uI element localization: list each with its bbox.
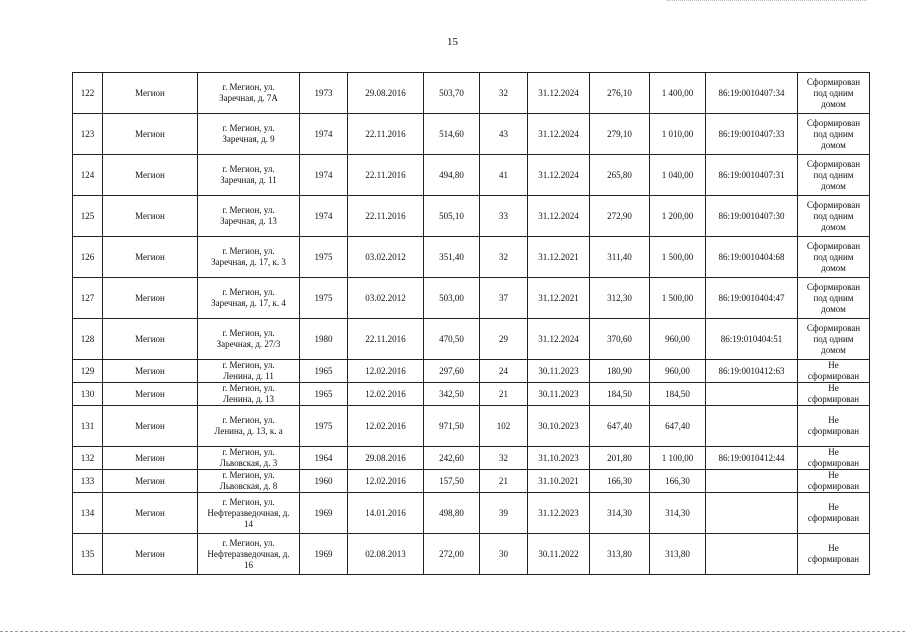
cell-cadastral-number: 86:19:0010404:68 xyxy=(706,237,798,278)
table-row xyxy=(73,360,870,383)
cell-address xyxy=(198,114,300,155)
status-line: домом xyxy=(821,303,846,314)
address-line: г. Мегион, ул. xyxy=(222,328,275,338)
cell-cadastral-number: 86:19:0010407:31 xyxy=(706,155,798,196)
cell-land-status xyxy=(798,114,870,155)
cell-number: 133 xyxy=(73,470,103,493)
status-line: Не xyxy=(828,447,839,457)
table-row xyxy=(73,383,870,406)
cell-area: 503,00 xyxy=(424,278,480,319)
cell-land-status xyxy=(798,493,870,534)
cell-residents: 37 xyxy=(480,278,528,319)
cell-number: 127 xyxy=(73,278,103,319)
cell-address xyxy=(198,534,300,575)
cell-build-year: 1969 xyxy=(300,534,348,575)
cell-residents: 39 xyxy=(480,493,528,534)
cell-value-1: 279,10 xyxy=(590,114,650,155)
address-line: г. Мегион, ул. xyxy=(222,496,275,507)
cell-address xyxy=(198,196,300,237)
cell-value-1: 272,90 xyxy=(590,196,650,237)
status-line: под одним xyxy=(813,210,854,221)
cell-deadline: 31.10.2023 xyxy=(528,447,590,470)
cell-municipality: Мегион xyxy=(103,406,198,447)
cell-number: 122 xyxy=(73,73,103,114)
cell-deadline: 31.12.2024 xyxy=(528,196,590,237)
cell-address xyxy=(198,155,300,196)
address-line: Заречная, д. 13 xyxy=(220,216,277,226)
cell-value-2: 960,00 xyxy=(650,319,706,360)
cell-deadline: 30.10.2023 xyxy=(528,406,590,447)
cell-municipality: Мегион xyxy=(103,73,198,114)
address-line: г. Мегион, ул. xyxy=(222,123,275,133)
cell-area: 505,10 xyxy=(424,196,480,237)
cell-recognition-date: 03.02.2012 xyxy=(348,278,424,319)
table-row xyxy=(73,493,870,534)
cell-build-year: 1980 xyxy=(300,319,348,360)
address-line: г. Мегион, ул. xyxy=(222,470,275,480)
cell-value-2: 314,30 xyxy=(650,493,706,534)
status-line: под одним xyxy=(813,292,854,303)
status-line: Сформирован xyxy=(806,281,861,292)
status-line: домом xyxy=(821,180,846,191)
status-line: Сформирован xyxy=(806,322,861,333)
cell-recognition-date: 12.02.2016 xyxy=(348,383,424,406)
cell-land-status xyxy=(798,360,870,383)
address-line: г. Мегион, ул. xyxy=(222,360,275,370)
address-line: Заречная, д. 11 xyxy=(220,175,277,185)
cell-build-year: 1969 xyxy=(300,493,348,534)
cell-municipality: Мегион xyxy=(103,360,198,383)
cell-number: 129 xyxy=(73,360,103,383)
cell-deadline: 31.10.2021 xyxy=(528,470,590,493)
status-line: под одним xyxy=(813,169,854,180)
status-line: сформирован xyxy=(807,513,860,523)
cell-area: 971,50 xyxy=(424,406,480,447)
cell-value-2: 1 500,00 xyxy=(650,237,706,278)
cell-residents: 32 xyxy=(480,73,528,114)
cell-recognition-date: 12.02.2016 xyxy=(348,470,424,493)
address-line: Нефтеразведочная, д. xyxy=(207,548,290,559)
address-line: Львовская, д. 8 xyxy=(219,481,278,491)
cell-build-year: 1973 xyxy=(300,73,348,114)
cell-cadastral-number xyxy=(706,534,798,575)
address-line: Нефтеразведочная, д. xyxy=(207,507,290,518)
address-line: г. Мегион, ул. xyxy=(222,537,275,548)
cell-value-2: 166,30 xyxy=(650,470,706,493)
status-line: Не xyxy=(828,360,839,370)
status-line: Сформирован xyxy=(806,240,861,251)
cell-number: 135 xyxy=(73,534,103,575)
address-line: Заречная, д. 9 xyxy=(222,134,275,144)
cell-municipality: Мегион xyxy=(103,493,198,534)
cell-value-2: 1 100,00 xyxy=(650,447,706,470)
cell-municipality: Мегион xyxy=(103,155,198,196)
cell-area: 514,60 xyxy=(424,114,480,155)
cell-value-2: 1 500,00 xyxy=(650,278,706,319)
status-line: сформирован xyxy=(807,458,860,468)
cell-cadastral-number: 86:19:0010407:33 xyxy=(706,114,798,155)
cell-residents: 32 xyxy=(480,237,528,278)
cell-residents: 21 xyxy=(480,383,528,406)
scan-artifact-bottom xyxy=(0,631,905,634)
table-row xyxy=(73,114,870,155)
housing-registry-table xyxy=(72,72,870,575)
cell-address xyxy=(198,383,300,406)
cell-value-1: 201,80 xyxy=(590,447,650,470)
status-line: Сформирован xyxy=(806,117,861,128)
cell-address xyxy=(198,237,300,278)
cell-address xyxy=(198,493,300,534)
address-line: г. Мегион, ул. xyxy=(222,205,275,215)
cell-deadline: 31.12.2021 xyxy=(528,278,590,319)
status-line: сформирован xyxy=(807,481,860,491)
cell-land-status xyxy=(798,73,870,114)
cell-address xyxy=(198,278,300,319)
cell-value-1: 312,30 xyxy=(590,278,650,319)
cell-build-year: 1974 xyxy=(300,114,348,155)
cell-municipality: Мегион xyxy=(103,534,198,575)
address-line: Ленина, д. 13 xyxy=(222,394,275,404)
cell-residents: 30 xyxy=(480,534,528,575)
cell-land-status xyxy=(798,155,870,196)
cell-number: 131 xyxy=(73,406,103,447)
cell-land-status xyxy=(798,319,870,360)
cell-deadline: 31.12.2024 xyxy=(528,73,590,114)
cell-address xyxy=(198,470,300,493)
cell-value-1: 180,90 xyxy=(590,360,650,383)
status-line: сформирован xyxy=(807,371,860,381)
address-line: 14 xyxy=(244,518,253,529)
status-line: Сформирован xyxy=(806,76,861,87)
cell-residents: 43 xyxy=(480,114,528,155)
cell-municipality: Мегион xyxy=(103,278,198,319)
address-line: 16 xyxy=(244,559,253,570)
cell-cadastral-number xyxy=(706,383,798,406)
cell-value-1: 370,60 xyxy=(590,319,650,360)
address-line: г. Мегион, ул. xyxy=(222,447,275,457)
cell-deadline: 30.11.2022 xyxy=(528,534,590,575)
scan-artifact-top xyxy=(667,0,867,4)
table-row xyxy=(73,447,870,470)
cell-municipality: Мегион xyxy=(103,237,198,278)
cell-recognition-date: 29.08.2016 xyxy=(348,73,424,114)
cell-build-year: 1975 xyxy=(300,406,348,447)
cell-value-2: 1 040,00 xyxy=(650,155,706,196)
status-line: домом xyxy=(821,98,846,109)
table-row xyxy=(73,534,870,575)
cell-cadastral-number: 86:19:0010412:44 xyxy=(706,447,798,470)
address-line: Ленина, д. 11 xyxy=(223,371,274,381)
table-row xyxy=(73,406,870,447)
table-row xyxy=(73,278,870,319)
address-line: г. Мегион, ул. xyxy=(222,246,275,256)
cell-recognition-date: 12.02.2016 xyxy=(348,406,424,447)
cell-cadastral-number xyxy=(706,470,798,493)
cell-land-status xyxy=(798,278,870,319)
cell-cadastral-number xyxy=(706,493,798,534)
cell-value-1: 166,30 xyxy=(590,470,650,493)
address-line: г. Мегион, ул. xyxy=(222,164,275,174)
status-line: домом xyxy=(821,139,846,150)
cell-residents: 33 xyxy=(480,196,528,237)
cell-cadastral-number: 86:19:0010412:63 xyxy=(706,360,798,383)
status-line: Сформирован xyxy=(806,199,861,210)
cell-number: 130 xyxy=(73,383,103,406)
status-line: под одним xyxy=(813,251,854,262)
table-row xyxy=(73,155,870,196)
cell-value-1: 276,10 xyxy=(590,73,650,114)
cell-cadastral-number: 86:19:0010407:30 xyxy=(706,196,798,237)
cell-deadline: 31.12.2024 xyxy=(528,319,590,360)
cell-municipality: Мегион xyxy=(103,470,198,493)
cell-cadastral-number: 86:19:010404:51 xyxy=(706,319,798,360)
cell-area: 494,80 xyxy=(424,155,480,196)
cell-residents: 41 xyxy=(480,155,528,196)
cell-value-2: 1 400,00 xyxy=(650,73,706,114)
status-line: под одним xyxy=(813,128,854,139)
cell-value-1: 314,30 xyxy=(590,493,650,534)
cell-address xyxy=(198,319,300,360)
status-line: сформирован xyxy=(807,426,860,436)
cell-recognition-date: 22.11.2016 xyxy=(348,155,424,196)
cell-residents: 32 xyxy=(480,447,528,470)
address-line: Заречная, д. 7А xyxy=(219,93,278,103)
cell-land-status xyxy=(798,470,870,493)
status-line: Сформирован xyxy=(806,158,861,169)
cell-cadastral-number xyxy=(706,406,798,447)
table-row xyxy=(73,73,870,114)
cell-number: 132 xyxy=(73,447,103,470)
cell-municipality: Мегион xyxy=(103,319,198,360)
cell-land-status xyxy=(798,534,870,575)
address-line: Заречная, д. 17, к. 3 xyxy=(211,257,286,267)
cell-value-2: 647,40 xyxy=(650,406,706,447)
cell-number: 125 xyxy=(73,196,103,237)
cell-number: 134 xyxy=(73,493,103,534)
status-line: домом xyxy=(821,262,846,273)
cell-recognition-date: 22.11.2016 xyxy=(348,114,424,155)
cell-build-year: 1974 xyxy=(300,196,348,237)
cell-number: 124 xyxy=(73,155,103,196)
cell-value-1: 311,40 xyxy=(590,237,650,278)
cell-value-1: 184,50 xyxy=(590,383,650,406)
cell-address xyxy=(198,73,300,114)
status-line: Не xyxy=(828,415,839,425)
cell-recognition-date: 29.08.2016 xyxy=(348,447,424,470)
cell-land-status xyxy=(798,406,870,447)
status-line: Не xyxy=(828,502,839,512)
address-line: г. Мегион, ул. xyxy=(222,82,275,92)
address-line: г. Мегион, ул. xyxy=(222,415,275,425)
status-line: Не xyxy=(828,383,839,393)
cell-municipality: Мегион xyxy=(103,196,198,237)
cell-area: 351,40 xyxy=(424,237,480,278)
cell-area: 498,80 xyxy=(424,493,480,534)
cell-residents: 21 xyxy=(480,470,528,493)
cell-value-2: 1 010,00 xyxy=(650,114,706,155)
cell-build-year: 1974 xyxy=(300,155,348,196)
status-line: Не xyxy=(828,470,839,480)
cell-area: 503,70 xyxy=(424,73,480,114)
cell-area: 157,50 xyxy=(424,470,480,493)
page-number: 15 xyxy=(447,36,458,48)
cell-land-status xyxy=(798,383,870,406)
cell-land-status xyxy=(798,447,870,470)
cell-deadline: 31.12.2024 xyxy=(528,114,590,155)
cell-residents: 102 xyxy=(480,406,528,447)
cell-build-year: 1965 xyxy=(300,360,348,383)
cell-number: 128 xyxy=(73,319,103,360)
cell-residents: 29 xyxy=(480,319,528,360)
cell-build-year: 1964 xyxy=(300,447,348,470)
cell-area: 297,60 xyxy=(424,360,480,383)
status-line: сформирован xyxy=(807,394,860,404)
cell-build-year: 1975 xyxy=(300,278,348,319)
cell-number: 126 xyxy=(73,237,103,278)
cell-address xyxy=(198,406,300,447)
cell-value-2: 184,50 xyxy=(650,383,706,406)
cell-value-2: 313,80 xyxy=(650,534,706,575)
cell-recognition-date: 12.02.2016 xyxy=(348,360,424,383)
cell-residents: 24 xyxy=(480,360,528,383)
cell-cadastral-number: 86:19:0010404:47 xyxy=(706,278,798,319)
cell-area: 242,60 xyxy=(424,447,480,470)
cell-recognition-date: 22.11.2016 xyxy=(348,196,424,237)
table-row xyxy=(73,319,870,360)
cell-value-1: 313,80 xyxy=(590,534,650,575)
address-line: Ленина, д. 13, к. а xyxy=(214,426,283,436)
table-row xyxy=(73,470,870,493)
cell-address xyxy=(198,447,300,470)
status-line: Не xyxy=(828,543,839,553)
address-line: г. Мегион, ул. xyxy=(222,383,275,393)
status-line: под одним xyxy=(813,87,854,98)
cell-recognition-date: 14.01.2016 xyxy=(348,493,424,534)
status-line: под одним xyxy=(813,333,854,344)
cell-recognition-date: 03.02.2012 xyxy=(348,237,424,278)
cell-recognition-date: 02.08.2013 xyxy=(348,534,424,575)
address-line: г. Мегион, ул. xyxy=(222,287,275,297)
cell-municipality: Мегион xyxy=(103,114,198,155)
address-line: Заречная, д. 17, к. 4 xyxy=(211,298,286,308)
cell-value-1: 647,40 xyxy=(590,406,650,447)
cell-build-year: 1960 xyxy=(300,470,348,493)
cell-area: 342,50 xyxy=(424,383,480,406)
address-line: Львовская, д. 3 xyxy=(219,458,278,468)
table-body xyxy=(73,73,870,575)
status-line: домом xyxy=(821,344,846,355)
cell-value-1: 265,80 xyxy=(590,155,650,196)
cell-deadline: 31.12.2023 xyxy=(528,493,590,534)
cell-deadline: 31.12.2021 xyxy=(528,237,590,278)
table-row xyxy=(73,237,870,278)
cell-municipality: Мегион xyxy=(103,383,198,406)
cell-land-status xyxy=(798,237,870,278)
cell-build-year: 1975 xyxy=(300,237,348,278)
status-line: сформирован xyxy=(807,554,860,564)
cell-value-2: 960,00 xyxy=(650,360,706,383)
cell-value-2: 1 200,00 xyxy=(650,196,706,237)
cell-cadastral-number: 86:19:0010407:34 xyxy=(706,73,798,114)
cell-number: 123 xyxy=(73,114,103,155)
cell-area: 470,50 xyxy=(424,319,480,360)
cell-deadline: 30.11.2023 xyxy=(528,383,590,406)
cell-build-year: 1965 xyxy=(300,383,348,406)
cell-deadline: 31.12.2024 xyxy=(528,155,590,196)
cell-recognition-date: 22.11.2016 xyxy=(348,319,424,360)
address-line: Заречная, д. 27/3 xyxy=(216,339,281,349)
table-row xyxy=(73,196,870,237)
status-line: домом xyxy=(821,221,846,232)
cell-deadline: 30.11.2023 xyxy=(528,360,590,383)
cell-land-status xyxy=(798,196,870,237)
cell-area: 272,00 xyxy=(424,534,480,575)
cell-municipality: Мегион xyxy=(103,447,198,470)
cell-address xyxy=(198,360,300,383)
